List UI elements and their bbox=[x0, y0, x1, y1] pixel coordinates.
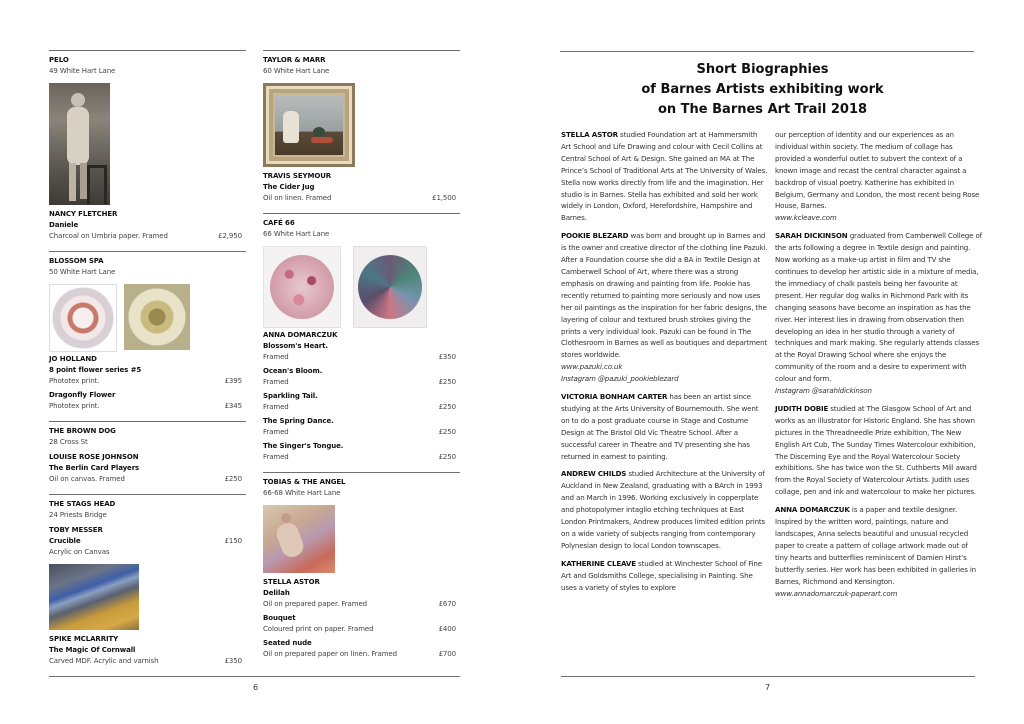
bio-name: JUDITH DOBIE bbox=[775, 403, 829, 413]
bio-name: VICTORIA BONHAM CARTER bbox=[561, 392, 668, 402]
artwork-price: £350 bbox=[438, 353, 456, 361]
charcoal-figure-image bbox=[49, 83, 110, 205]
artwork-title: Sparkling Tail. bbox=[263, 392, 318, 400]
biography-stella-astor bbox=[561, 129, 768, 224]
artwork bbox=[263, 416, 460, 438]
biography-victoria-bonham-carter bbox=[561, 391, 768, 462]
artwork-medium: Framed bbox=[263, 403, 289, 411]
venue-name: THE STAGS HEAD bbox=[49, 500, 116, 508]
artwork-title: Seated nude bbox=[263, 639, 312, 647]
venue-cafe-66 bbox=[263, 214, 460, 472]
collage-hearts-multicolour bbox=[353, 246, 427, 328]
bio-name: ANNA DOMARCZUK bbox=[775, 505, 850, 515]
title-line: on The Barnes Art Trail 2018 bbox=[657, 102, 868, 117]
artwork bbox=[49, 390, 246, 412]
venue-taylor-and-marr bbox=[263, 51, 460, 213]
venue-name: BLOSSOM SPA bbox=[49, 257, 104, 265]
artwork bbox=[49, 220, 246, 242]
artwork-price: £395 bbox=[224, 377, 242, 385]
venue-the-stags-head bbox=[49, 495, 246, 676]
artwork-medium: Phototex print. bbox=[49, 377, 100, 385]
listing-column-1 bbox=[49, 50, 246, 676]
bio-text: was born and brought up in Barnes and is the owner and creative director of the clothing line Pazuki. After a Foundation course she did a BA in Textile Design at Camberwell School of Art, where there was a strong emphasis on drawing and painting from life. Pookie has recently returned to painting more seriously and now uses her oil paintings as the inspiration for her fabric designs, the layering of colour and textured brush strokes giving the prints a very individual look. Pazuki can be found in The Clothesroom in Barnes as well as boutiques and department stores worldwide. bbox=[561, 231, 768, 360]
venue-address: 60 White Hart Lane bbox=[263, 67, 330, 75]
venue-pelo bbox=[49, 51, 246, 251]
biography-andrew-childs bbox=[561, 468, 768, 551]
artwork-price: £670 bbox=[438, 600, 456, 608]
artwork-medium: Coloured print on paper. Framed bbox=[263, 625, 374, 633]
bio-text: graduated from Camberwell College of the arts following a degree in Textile design and painting. Now working as a make-up artist in film and TV she continues to develop her artistic side in a mixture of media, the immediacy of chalk pastels being her favourite at present. Her regular dog walks in Richmond Park with its changing seasons have become an inspiration as has the river. Her interest lies in drawing from observation then developing an idea in her studio through a variety of techniques and mark making. She regularly attends classes at the Royal Drawing School where she enjoys the community of the room and a desire to experiment with colour and form. bbox=[775, 231, 982, 384]
artist-name: JO HOLLAND bbox=[49, 355, 97, 363]
bio-text: is a paper and textile designer. Inspired by the written word, paintings, nature and landscapes, Anna selects beautiful and unusual recycled paper to create a pattern of collage artwork made out of tiny hearts and butterflies reminiscent of Damien Hirst’s butterfly series. Her work has been exhibited in galleries in Barnes, Richmond and Kensington. bbox=[775, 505, 977, 586]
venue-tobias-and-the-angel bbox=[263, 473, 460, 669]
artwork bbox=[263, 366, 460, 388]
venue-name: TAYLOR & MARR bbox=[263, 56, 326, 64]
artwork-medium: Oil on linen. Framed bbox=[263, 194, 332, 202]
artwork-medium: Oil on prepared paper. Framed bbox=[263, 600, 367, 608]
artwork-title: The Singer's Tongue. bbox=[263, 442, 344, 450]
artwork-price: £345 bbox=[224, 402, 242, 410]
website-link[interactable]: www.pazuki.co.uk bbox=[561, 362, 623, 372]
artist-name: TOBY MESSER bbox=[49, 526, 103, 534]
artwork-medium: Framed bbox=[263, 353, 289, 361]
cornwall-carving-image bbox=[49, 564, 139, 630]
artwork-medium: Framed bbox=[263, 453, 289, 461]
bio-text: studied Foundation art at Hammersmith Art School and Life Drawing and colour with Cecil Collins at Central School of Art & Design. She gained an MA at The Prince’s School of Traditional Arts at The University of Wales. Stella now works directly from life and the imagination. Her studio is in Barnes. Stella has exhibited and sold her work widely in London, Oxford, Herefordshire, Hampshire and Barnes. bbox=[561, 130, 768, 223]
biography-katherine-cleave bbox=[561, 558, 768, 594]
artwork bbox=[49, 463, 246, 485]
bio-text: studied at Winchester School of Fine Art and Goldsmiths College, specialising in Painting. She uses a variety of styles to explore bbox=[561, 558, 762, 592]
title-line: Short Biographies bbox=[696, 62, 829, 77]
artwork-title: Bouquet bbox=[263, 614, 296, 622]
artwork bbox=[49, 536, 246, 558]
bio-text: studied at The Glasgow School of Art and works as an illustrator for Historic England. She has shown pictures in the Threadneedle Prize exhibition, The New English Art Cub, The Sunday Times Watercolour exhibition, The Discerning Eye and the Royal Watercolour Society exhibitions. She has twice won the St. Cuthberts Mill award from the Royal Society of Watercolour Artists. Judith uses collage, pen and ink and watercolour to make her pictures. bbox=[775, 403, 977, 497]
bio-text: our perception of identity and our experiences as an individual within society. The medium of collage has provided a wonderful outlet to subvert the context of a known image and recast the central character against a backdrop of visual poetry. Katherine has exhibited in Belgium, Germany and London, the most recent being Rose House, Barnes. bbox=[775, 130, 980, 211]
artwork-title: Crucible bbox=[49, 537, 81, 545]
venue-address: 28 Cross St bbox=[49, 438, 88, 446]
bottom-rule bbox=[49, 676, 460, 677]
artwork-price: £250 bbox=[438, 403, 456, 411]
artwork-medium: Framed bbox=[263, 428, 289, 436]
artwork bbox=[263, 588, 460, 610]
biography-sarah-dickinson bbox=[775, 230, 982, 397]
page-number: 6 bbox=[253, 683, 259, 692]
instagram-handle[interactable]: Instagram @pazuki_pookieblezard bbox=[561, 374, 679, 384]
biography-pookie-blezard bbox=[561, 230, 768, 385]
venue-name: THE BROWN DOG bbox=[49, 427, 116, 435]
artwork bbox=[49, 365, 246, 387]
artwork-title: 8 point flower series #5 bbox=[49, 366, 142, 374]
venue-address: 66 White Hart Lane bbox=[263, 230, 330, 238]
artwork-price: £250 bbox=[438, 453, 456, 461]
artwork-medium: Oil on canvas. Framed bbox=[49, 475, 125, 483]
bio-name: KATHERINE CLEAVE bbox=[561, 558, 636, 568]
artwork-price: £250 bbox=[438, 428, 456, 436]
website-link[interactable]: www.annadomarczuk-paperart.com bbox=[775, 588, 898, 598]
biography-judith-dobie bbox=[775, 403, 982, 498]
venue-address: 49 White Hart Lane bbox=[49, 67, 116, 75]
bio-text: has been an artist since studying at the Arts University of Bournemouth. She went on to do a post graduate course in Stage and Costume Design at The Bristol Old Vic Theatre School. After a successful career in Theatre and TV presenting she has returned in earnest to painting. bbox=[561, 392, 759, 461]
venue-address: 24 Priests Bridge bbox=[49, 511, 107, 519]
bio-name: SARAH DICKINSON bbox=[775, 231, 848, 241]
bio-name: POOKIE BLEZARD bbox=[561, 231, 629, 241]
artist-name: LOUISE ROSE JOHNSON bbox=[49, 453, 139, 461]
venue-name: CAFÉ 66 bbox=[263, 219, 295, 227]
biography-anna-domarczuk bbox=[775, 504, 982, 599]
artwork-title: Dragonfly Flower bbox=[49, 391, 116, 399]
bio-text: studied Architecture at the University of Auckland in New Zealand, graduating with a BArch in 1993 and an March in 1996. Working exclusively in copperplate and photopolymer intaglio etching techniques at East London Printmakers, Andrew produces limited edition prints on a wide variety of subjects ranging from contemporary Polynesian design to local London townscapes. bbox=[561, 469, 766, 550]
artwork bbox=[263, 441, 460, 463]
artwork-price: £700 bbox=[438, 650, 456, 658]
artwork-medium: Acrylic on Canvas bbox=[49, 548, 110, 556]
artwork-title: The Magic Of Cornwall bbox=[49, 646, 136, 654]
artwork-title: Daniele bbox=[49, 221, 79, 229]
artist-name: SPIKE MCLARRITY bbox=[49, 635, 119, 643]
title-line: of Barnes Artists exhibiting work bbox=[641, 82, 884, 97]
flower-prints-image bbox=[49, 284, 246, 350]
bio-name: ANDREW CHILDS bbox=[561, 469, 627, 479]
venue-the-brown-dog bbox=[49, 422, 246, 494]
artwork-title: Ocean's Bloom. bbox=[263, 367, 323, 375]
artwork bbox=[263, 638, 460, 660]
seated-nude-painting-image bbox=[263, 505, 335, 573]
artist-name: TRAVIS SEYMOUR bbox=[263, 172, 332, 180]
artwork bbox=[263, 391, 460, 413]
artwork-medium: Oil on prepared paper on linen. Framed bbox=[263, 650, 397, 658]
artwork-title: The Berlin Card Players bbox=[49, 464, 140, 472]
page-title bbox=[561, 60, 964, 120]
bio-name: STELLA ASTOR bbox=[561, 130, 618, 139]
artwork-title: The Spring Dance. bbox=[263, 417, 334, 425]
venue-blossom-spa bbox=[49, 252, 246, 421]
cider-jug-painting-image bbox=[263, 83, 355, 167]
artist-name: ANNA DOMARCZUK bbox=[263, 331, 338, 339]
biography-column-2 bbox=[775, 129, 982, 605]
artwork-medium: Charcoal on Umbria paper. Framed bbox=[49, 232, 168, 240]
artwork-price: £150 bbox=[224, 537, 242, 545]
collage-circles-image bbox=[263, 246, 460, 326]
venue-address: 50 White Hart Lane bbox=[49, 268, 116, 276]
artwork bbox=[49, 645, 246, 667]
artist-name: NANCY FLETCHER bbox=[49, 210, 118, 218]
instagram-handle[interactable]: Instagram @sarahldickinson bbox=[775, 386, 872, 396]
artwork bbox=[263, 182, 460, 204]
artist-name: STELLA ASTOR bbox=[263, 578, 320, 586]
artwork-price: £250 bbox=[224, 475, 242, 483]
listing-column-2 bbox=[263, 50, 460, 669]
biography-katherine-cleave-continued bbox=[775, 129, 982, 224]
bottom-rule bbox=[561, 676, 975, 677]
artwork-price: £250 bbox=[438, 378, 456, 386]
artwork bbox=[263, 613, 460, 635]
venue-address: 66-68 White Hart Lane bbox=[263, 489, 341, 497]
venue-name: PELO bbox=[49, 56, 69, 64]
artwork-medium: Phototex print. bbox=[49, 402, 100, 410]
artwork-price: £1,500 bbox=[432, 194, 456, 202]
website-link[interactable]: www.kcleave.com bbox=[775, 213, 837, 223]
artwork bbox=[263, 341, 460, 363]
artwork-title: Blossom's Heart. bbox=[263, 342, 328, 350]
venue-name: TOBIAS & THE ANGEL bbox=[263, 478, 346, 486]
page-number: 7 bbox=[765, 683, 771, 692]
artwork-title: Delilah bbox=[263, 589, 290, 597]
biography-column-1 bbox=[561, 129, 768, 600]
collage-butterflies-pink bbox=[263, 246, 341, 328]
flower-print-cream bbox=[124, 284, 190, 350]
artwork-title: The Cider Jug bbox=[263, 183, 315, 191]
artwork-medium: Framed bbox=[263, 378, 289, 386]
artwork-price: £350 bbox=[224, 657, 242, 665]
top-rule bbox=[560, 51, 974, 52]
flower-print-pink bbox=[49, 284, 117, 352]
artwork-price: £400 bbox=[438, 625, 456, 633]
artwork-medium: Carved MDF. Acrylic and varnish bbox=[49, 657, 159, 665]
artwork-price: £2,950 bbox=[218, 232, 242, 240]
